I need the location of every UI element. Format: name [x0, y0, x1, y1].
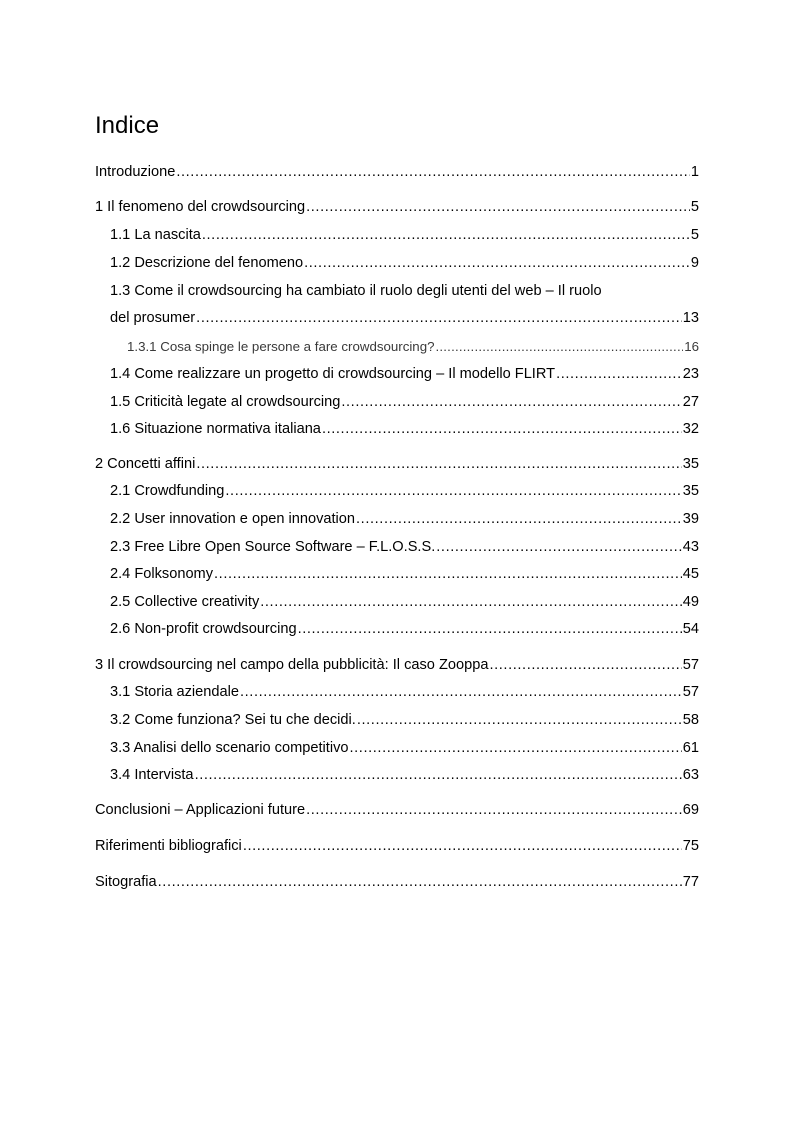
toc-entry-label: 3.3 Analisi dello scenario competitivo — [110, 740, 349, 756]
toc-entry-label: Introduzione — [95, 164, 176, 180]
toc-entry-3-3[interactable] — [110, 740, 699, 756]
toc-page-number: 16 — [684, 339, 699, 354]
toc-entry-label: 1.1 La nascita — [110, 227, 201, 243]
toc-entry-label: 2.3 Free Libre Open Source Software – F.L.O.S.S. — [110, 539, 436, 555]
toc-entry-label: 2.4 Folksonomy — [110, 566, 214, 582]
toc-entry-label: 1.2 Descrizione del fenomeno — [110, 255, 304, 271]
toc-leader-dots — [350, 740, 682, 756]
toc-leader-dots — [202, 227, 690, 243]
toc-page-number: 1 — [690, 164, 699, 180]
toc-page-number: 57 — [682, 684, 699, 700]
toc-leader-dots — [240, 684, 682, 700]
toc-entry-2-4[interactable] — [110, 566, 699, 582]
toc-entry-1-2[interactable] — [110, 255, 699, 271]
toc-leader-dots — [243, 838, 682, 854]
toc-entry-3-1[interactable] — [110, 684, 699, 700]
toc-leader-dots — [304, 255, 690, 271]
toc-entry-2-6[interactable] — [110, 621, 699, 637]
toc-entry-label: Conclusioni – Applicazioni future — [95, 802, 306, 818]
toc-page-number: 57 — [682, 657, 699, 673]
toc-entry-2-3[interactable] — [110, 539, 699, 555]
toc-entry-2-5[interactable] — [110, 594, 699, 610]
toc-page-number: 75 — [682, 838, 699, 854]
toc-page-number: 69 — [682, 802, 699, 818]
toc-page-number: 13 — [682, 310, 699, 326]
toc-entry-sitografia[interactable] — [95, 874, 699, 890]
toc-entry-1-3-1[interactable] — [127, 339, 699, 354]
toc-page-number: 5 — [690, 227, 699, 243]
toc-leader-dots — [195, 767, 682, 783]
toc-leader-dots — [225, 483, 681, 499]
toc-entry-label: 1.3.1 Cosa spinge le persone a fare crowdsourcing? — [127, 339, 435, 354]
toc-leader-dots — [489, 657, 681, 673]
toc-page-number: 9 — [690, 255, 699, 271]
toc-entry-1-5[interactable] — [110, 394, 699, 410]
toc-entry-2-1[interactable] — [110, 483, 699, 499]
toc-leader-dots — [260, 594, 682, 610]
toc-page-number: 49 — [682, 594, 699, 610]
toc-entry-label: 3.2 Come funziona? Sei tu che decidi. — [110, 712, 356, 728]
toc-entry-1-4[interactable] — [110, 366, 699, 382]
toc-leader-dots — [306, 802, 682, 818]
toc-entry-label: 2 Concetti affini — [95, 456, 196, 472]
toc-entry-label: 2.5 Collective creativity — [110, 594, 260, 610]
toc-leader-dots — [158, 874, 682, 890]
toc-entry-label: 3 Il crowdsourcing nel campo della pubblicità: Il caso Zooppa — [95, 657, 489, 673]
toc-leader-dots — [298, 621, 682, 637]
toc-leader-dots — [176, 164, 690, 180]
toc-page-number: 35 — [682, 456, 699, 472]
toc-entry-label: Riferimenti bibliografici — [95, 838, 242, 854]
toc-entry-label: 1 Il fenomeno del crowdsourcing — [95, 199, 306, 215]
toc-entry-label: 1.6 Situazione normativa italiana — [110, 421, 321, 437]
toc-entry-1-6[interactable] — [110, 421, 699, 437]
toc-leader-dots — [214, 566, 682, 582]
toc-leader-dots — [306, 199, 690, 215]
toc-leader-dots — [436, 539, 681, 555]
toc-entry-label: 1.4 Come realizzare un progetto di crowdsourcing – Il modello FLIRT — [110, 366, 556, 382]
toc-leader-dots — [196, 310, 682, 326]
toc-leader-dots — [556, 366, 682, 382]
toc-page-number: 54 — [682, 621, 699, 637]
toc-page-number: 27 — [682, 394, 699, 410]
toc-entry-label: del prosumer — [110, 310, 196, 326]
toc-entry-label: Sitografia — [95, 874, 157, 890]
toc-entry-riferimenti[interactable] — [95, 838, 699, 854]
toc-entry-introduzione[interactable] — [95, 164, 699, 180]
toc-leader-dots — [341, 394, 681, 410]
toc-entry-label: 2.1 Crowdfunding — [110, 483, 225, 499]
toc-entry-label: 1.5 Criticità legate al crowdsourcing — [110, 394, 341, 410]
toc-page-number: 32 — [682, 421, 699, 437]
toc-page-number: 35 — [682, 483, 699, 499]
toc-entry-conclusioni[interactable] — [95, 802, 699, 818]
toc-entry-label: 3.1 Storia aziendale — [110, 684, 239, 700]
toc-page-number: 43 — [682, 539, 699, 555]
toc-page-number: 61 — [682, 740, 699, 756]
toc-leader-dots — [357, 712, 682, 728]
toc-leader-dots — [436, 339, 684, 354]
toc-leader-dots — [196, 456, 681, 472]
toc-entry-chapter-1[interactable] — [95, 199, 699, 215]
toc-page-number: 63 — [682, 767, 699, 783]
toc-page-number: 23 — [682, 366, 699, 382]
toc-entry-chapter-2[interactable] — [95, 456, 699, 472]
toc-page-number: 77 — [682, 874, 699, 890]
toc-entry-chapter-3[interactable] — [95, 657, 699, 673]
toc-entry-3-2[interactable] — [110, 712, 699, 728]
toc-entry-label: 2.6 Non-profit crowdsourcing — [110, 621, 297, 637]
toc-page-number: 58 — [682, 712, 699, 728]
toc-entry-2-2[interactable] — [110, 511, 699, 527]
toc-page-number: 45 — [682, 566, 699, 582]
toc-leader-dots — [322, 421, 682, 437]
toc-page-number: 39 — [682, 511, 699, 527]
toc-entry-label: 3.4 Intervista — [110, 767, 194, 783]
toc-entry-1-1[interactable] — [110, 227, 699, 243]
toc-entry-label: 2.2 User innovation e open innovation — [110, 511, 356, 527]
toc-leader-dots — [356, 511, 682, 527]
toc-page-number: 5 — [690, 199, 699, 215]
toc-entry-1-3-first-line[interactable]: 1.3 Come il crowdsourcing ha cambiato il ruolo degli utenti del web – Il ruolo — [110, 283, 602, 299]
toc-entry-1-3[interactable] — [110, 310, 699, 326]
page-title: Indice — [95, 112, 160, 139]
toc-entry-3-4[interactable] — [110, 767, 699, 783]
